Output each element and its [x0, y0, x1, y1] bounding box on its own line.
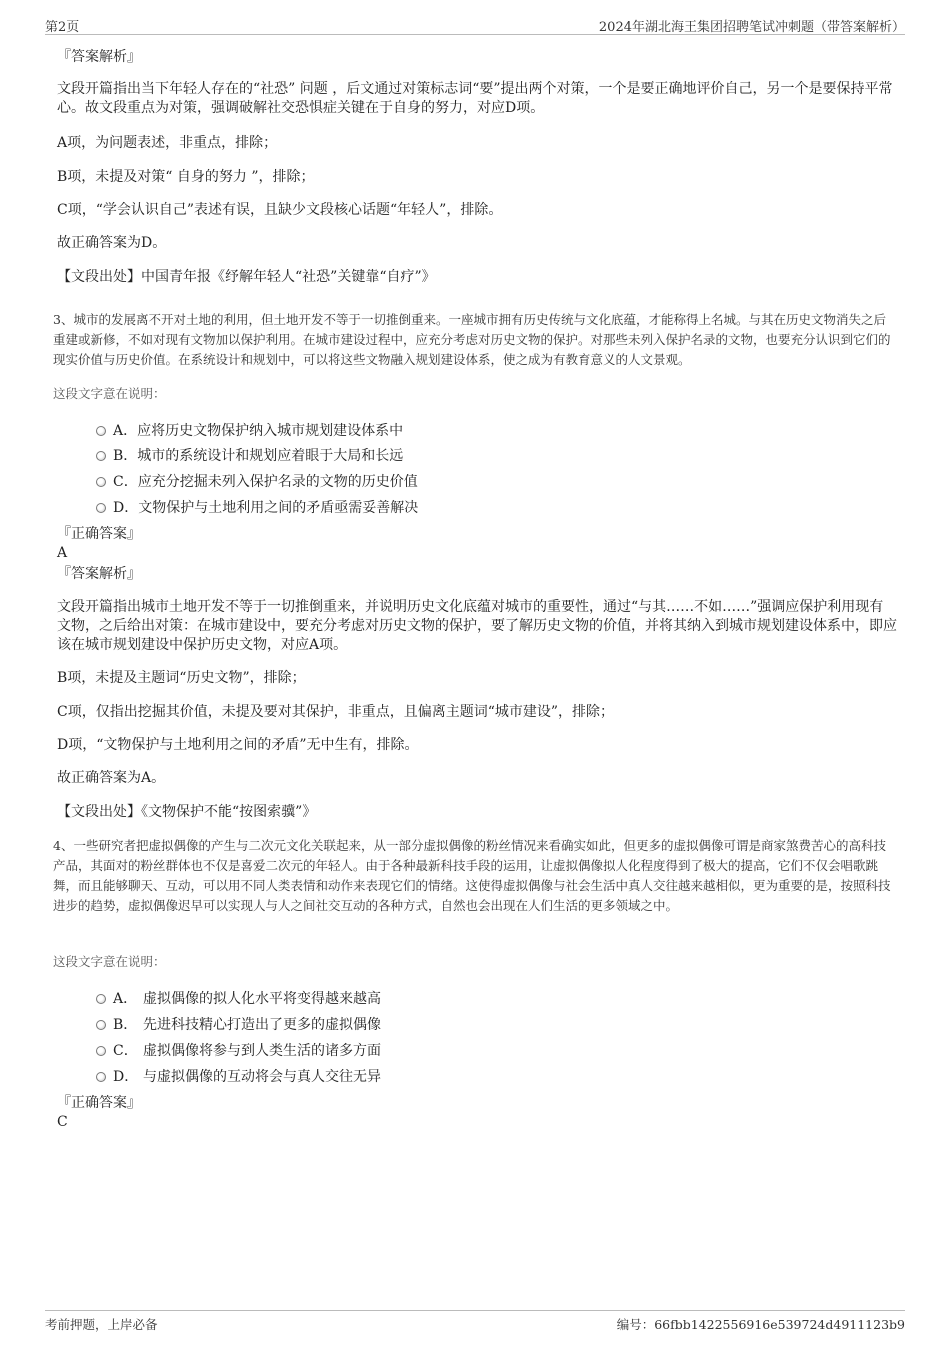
q4-option-d[interactable]: D． 与虚拟偶像的互动将会与真人交往无异 — [96, 1066, 381, 1086]
q4-option-c[interactable]: C． 虚拟偶像将参与到人类生活的诸多方面 — [96, 1040, 381, 1060]
q3-answer-title: 『正确答案』 — [57, 526, 141, 542]
radio-icon[interactable] — [96, 1046, 106, 1056]
q2-analysis-text: 文段开篇指出当下年轻人存在的“社恐” 问题 ，后文通过对策标志词“要”提出两个对策，一个是要正确地评价自己，另一个是要保持平常心。故文段重点为对策，强调破解社交恐惧症关键在于自身的努力，对应D项。 — [57, 81, 893, 116]
page-footer — [45, 1310, 905, 1335]
q3-analysis-text: 文段开篇指出城市土地开发不等于一切推倒重来，并说明历史文化底蕴对城市的重要性，通过“与其……不如……”强调应保护利用现有文物，之后给出对策：在城市建设中，要充分考虑对历史文物的保护，要了解历史文物的价值，并将其纳入到城市规划建设体系中，即应该在城市规划建设中保护历史文物，对应A项。 — [57, 599, 897, 653]
q2-analysis-title: 『答案解析』 — [57, 49, 141, 65]
q3-option-d-note: D项，“文物保护与土地利用之间的矛盾”无中生有，排除。 — [57, 737, 419, 753]
radio-icon[interactable] — [96, 477, 106, 487]
page-header — [45, 14, 905, 35]
q3-option-b[interactable]: B．城市的系统设计和规划应着眼于大局和长远 — [96, 445, 403, 465]
radio-icon[interactable] — [96, 1020, 106, 1030]
q4-answer: C — [57, 1114, 68, 1130]
q3-source: 【文段出处】《文物保护不能“按图索骥”》 — [57, 804, 317, 820]
page-number: 第2页 — [45, 20, 80, 35]
q3-option-c-note: C项，仅指出挖掘其价值，未提及要对其保护，非重点，且偏离主题词“城市建设”，排除； — [57, 704, 615, 720]
radio-icon[interactable] — [96, 1072, 106, 1082]
footer-serial: 编号：66fbb1422556916e539724d4911123b9 — [616, 1317, 905, 1332]
q4-answer-title: 『正确答案』 — [57, 1095, 141, 1111]
q3-prompt: 这段文字意在说明： — [53, 386, 166, 401]
radio-icon[interactable] — [96, 426, 106, 436]
q2-option-b-note: B项，未提及对策“ 自身的努力 ”，排除； — [57, 169, 315, 185]
q2-option-a-note: A项，为问题表述，非重点，排除； — [57, 135, 278, 151]
radio-icon[interactable] — [96, 451, 106, 461]
q3-answer: A — [57, 545, 68, 561]
q3-option-c[interactable]: C．应充分挖掘未列入保护名录的文物的历史价值 — [96, 471, 418, 491]
q3-stem: 3、城市的发展离不开对土地的利用，但土地开发不等于一切推倒重来。一座城市拥有历史传统与文化底蕴，才能称得上名城。与其在历史文物消失之后重建或新修，不如对现有文物加以保护利用。在城市建设过程中，应充分考虑对历史文物的保护。对那些未列入保护名录的文物，也要充分认识到它们的现实价值与历史价值。在系统设计和规划中，可以将这些文物融入规划建设体系，使之成为有教育意义的人文景观。 — [53, 312, 891, 367]
q2-conclusion: 故正确答案为D。 — [57, 235, 167, 251]
radio-icon[interactable] — [96, 503, 106, 513]
q4-prompt: 这段文字意在说明： — [53, 954, 166, 969]
document-title: 2024年湖北海王集团招聘笔试冲刺题（带答案解析） — [598, 20, 905, 35]
q3-conclusion: 故正确答案为A。 — [57, 770, 166, 786]
q3-option-b-note: B项，未提及主题词“历史文物”，排除； — [57, 670, 306, 686]
q3-option-a[interactable]: A．应将历史文物保护纳入城市规划建设体系中 — [96, 420, 403, 440]
q3-analysis-title: 『答案解析』 — [57, 566, 141, 582]
q4-stem: 4、一些研究者把虚拟偶像的产生与二次元文化关联起来，从一部分虚拟偶像的粉丝情况来看确实如此，但更多的虚拟偶像可谓是商家煞费苦心的高科技产品，其面对的粉丝群体也不仅是喜爱二次元的年轻人。由于各种最新科技手段的运用，让虚拟偶像拟人化程度得到了极大的提高，它们不仅会唱歌跳舞，而且能够聊天、互动，可以用不同人类表情和动作来表现它们的情绪。这使得虚拟偶像与社会生活中真人交往越来越相似，更为重要的是，按照科技进步的趋势，虚拟偶像迟早可以实现人与人之间社交互动的各种方式，自然也会出现在人们生活的更多领域之中。 — [53, 838, 891, 913]
radio-icon[interactable] — [96, 994, 106, 1004]
q3-option-d[interactable]: D．文物保护与土地利用之间的矛盾亟需妥善解决 — [96, 497, 418, 517]
footer-slogan: 考前押题，上岸必备 — [45, 1317, 158, 1332]
q4-option-b[interactable]: B． 先进科技精心打造出了更多的虚拟偶像 — [96, 1014, 381, 1034]
q2-option-c-note: C项，“学会认识自己”表述有误，且缺少文段核心话题“年轻人”，排除。 — [57, 202, 503, 218]
q2-source: 【文段出处】中国青年报《纾解年轻人“社恐”关键靠“自疗”》 — [57, 269, 436, 285]
q4-option-a[interactable]: A． 虚拟偶像的拟人化水平将变得越来越高 — [96, 988, 381, 1008]
